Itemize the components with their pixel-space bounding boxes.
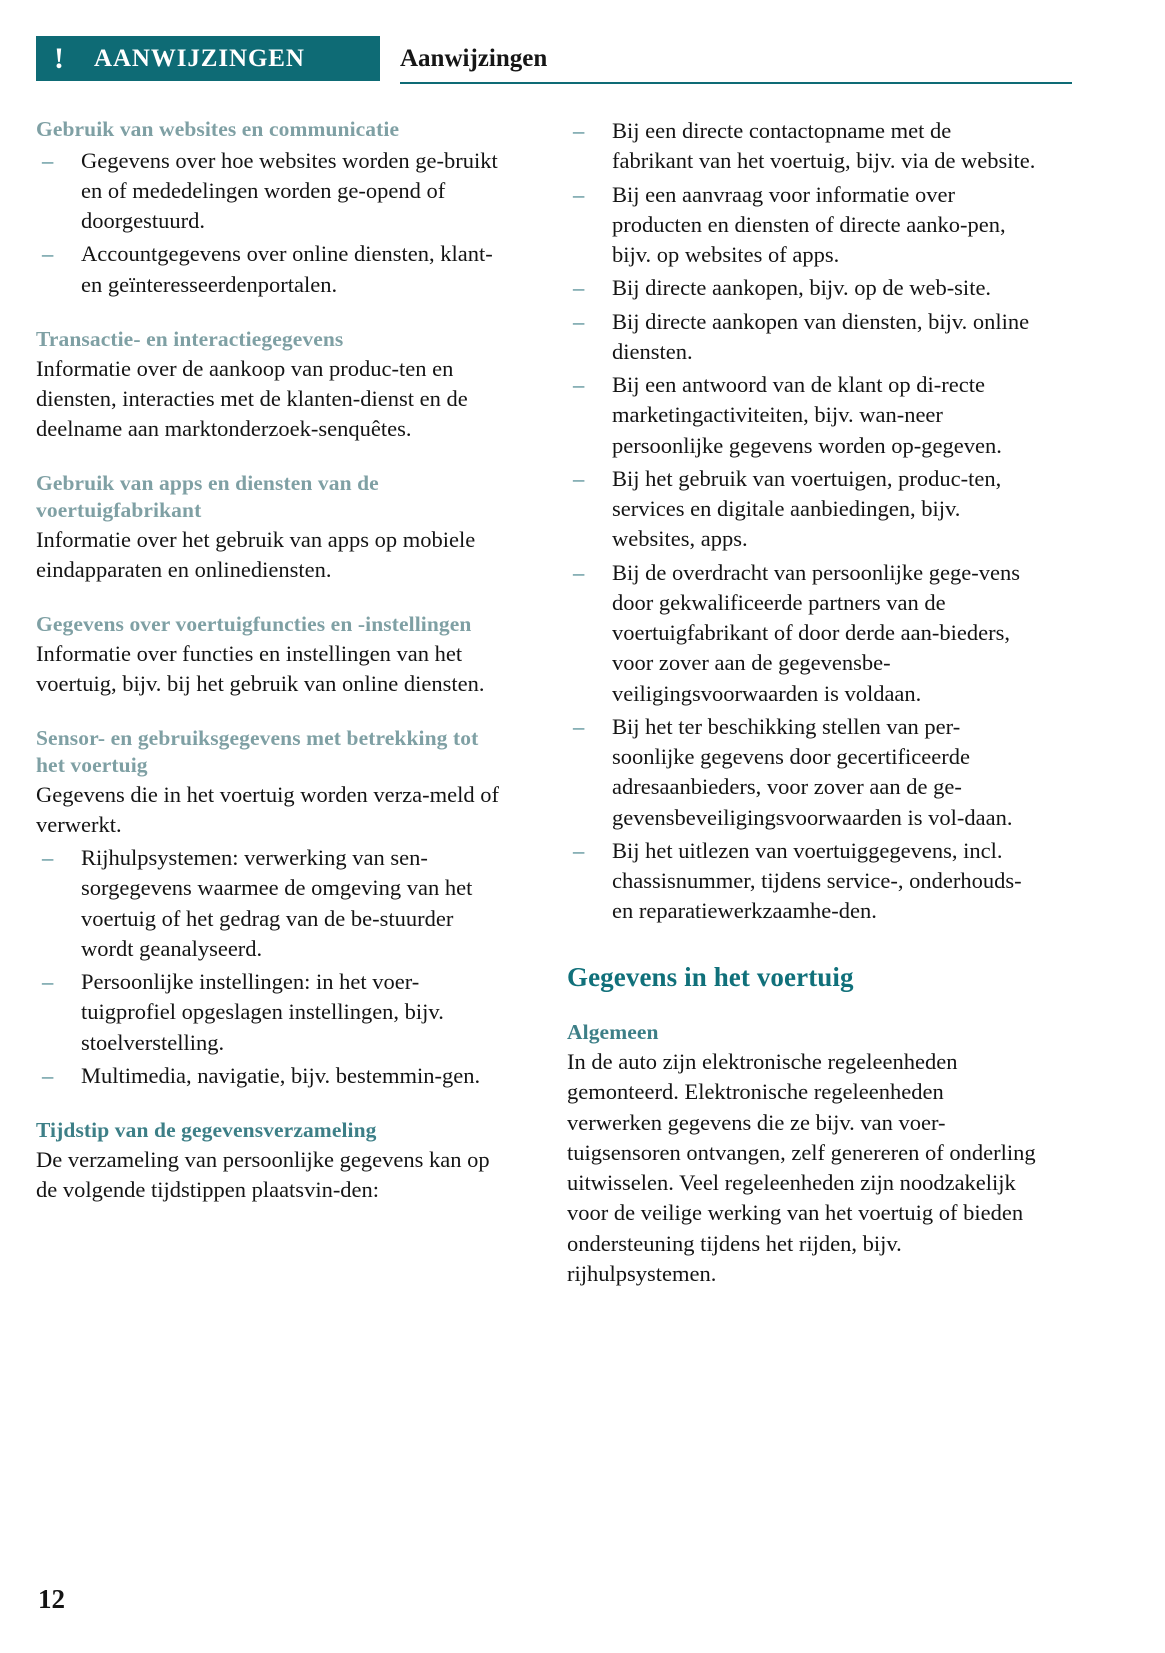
- dash-bullet-icon: –: [573, 465, 585, 491]
- heading-transactie-interactiegegevens: Transactie- en interactiegegevens: [36, 326, 344, 351]
- list-item: [36, 146, 505, 237]
- paragraph-gebruik-apps-diensten: Informatie over het gebruik van apps op mobiele eindapparaten en onlinediensten.: [36, 526, 476, 582]
- page-number: 12: [38, 1584, 65, 1614]
- dash-bullet-icon: –: [42, 147, 54, 173]
- list-item: [567, 464, 1036, 555]
- heading-gebruik-apps-diensten: Gebruik van apps en diensten van de voertuigfabrikant: [36, 471, 379, 522]
- two-column-body: [36, 116, 1036, 1289]
- list-item: [567, 116, 1036, 177]
- right-column: [567, 116, 1036, 1289]
- list-item-text: Bij een directe contactopname met de fabrikant van het voertuig, bijv. via de website.: [612, 118, 1036, 174]
- list-item-text: Gegevens over hoe websites worden ge-bruikt en of mededelingen worden ge-opend of doorgestuurd.: [81, 147, 498, 234]
- heading-tijdstip-gegevensverzameling: Tijdstip van de gegevensverzameling: [36, 1118, 377, 1143]
- dash-bullet-icon: –: [42, 845, 54, 871]
- heading-gegevens-in-het-voertuig: Gegevens in het voertuig: [567, 961, 854, 992]
- page-header: [36, 36, 1036, 84]
- list-item: [567, 712, 1036, 833]
- list-item-text: Accountgegevens over online diensten, klant- en geïnteresseerdenportalen.: [81, 241, 493, 297]
- header-badge-label: AANWIJZINGEN: [94, 44, 305, 72]
- dash-bullet-icon: –: [573, 559, 585, 585]
- list-item: [36, 239, 505, 300]
- list-item-text: Rijhulpsystemen: verwerking van sen-sorgegevens waarmee de omgeving van het voertuig of het gedrag van de be-stuurder wordt geanalyseerd.: [81, 845, 473, 961]
- header-category-badge: [36, 36, 380, 81]
- dash-bullet-icon: –: [573, 837, 585, 863]
- left-column: [36, 116, 505, 1289]
- list-item-text: Multimedia, navigatie, bijv. bestemmin-gen.: [81, 1062, 481, 1088]
- list-gebruik-websites: [36, 146, 505, 300]
- list-item: [567, 273, 1036, 303]
- paragraph-algemeen: In de auto zijn elektronische regeleenheden gemonteerd. Elektronische regeleenheden verwerken gegevens die ze bijv. van voer-tuigsensoren ontvangen, zelf genereren of onderling uitwisselen. Veel regeleenheden zijn noodzakelijk voor de veilige werking van het voertuig of bieden ondersteuning tijdens het rijden, bijv. rijhulpsystemen.: [567, 1049, 1036, 1286]
- paragraph-gegevens-voertuigfuncties: Informatie over functies en instellingen van het voertuig, bijv. bij het gebruik van online diensten.: [36, 640, 485, 697]
- list-item: [36, 967, 505, 1058]
- dash-bullet-icon: –: [573, 275, 585, 301]
- list-item: [567, 836, 1036, 927]
- list-item-text: Persoonlijke instellingen: in het voer-tuigprofiel opgeslagen instellingen, bijv. stoelverstelling.: [81, 969, 444, 1055]
- heading-sensor-gebruiksgegevens: Sensor- en gebruiksgegevens met betrekking tot het voertuig: [36, 726, 479, 777]
- list-item-text: Bij het ter beschikking stellen van per-soonlijke gegevens door gecertificeerde adresaanbieders, voor zover aan de ge-gevensbeveiligingsvoorwaarden is vol-daan.: [612, 713, 1013, 830]
- dash-bullet-icon: –: [42, 1062, 54, 1088]
- paragraph-transactie-interactiegegevens: Informatie over de aankoop van produc-ten en diensten, interacties met de klanten-dienst en de deelname aan marktonderzoek-senquêtes.: [36, 355, 468, 442]
- page-title: Aanwijzingen: [400, 44, 548, 72]
- heading-algemeen: Algemeen: [567, 1020, 659, 1045]
- dash-bullet-icon: –: [42, 969, 54, 995]
- list-item: [36, 843, 505, 964]
- dash-bullet-icon: –: [573, 118, 585, 143]
- list-tijdstippen: [567, 116, 1036, 927]
- dash-bullet-icon: –: [573, 308, 585, 334]
- paragraph-sensor-gebruiksgegevens: Gegevens die in het voertuig worden verza-meld of verwerkt.: [36, 781, 499, 837]
- list-item: [36, 1061, 505, 1091]
- list-item-text: Bij een antwoord van de klant op di-recte marketingactiviteiten, bijv. wan-neer persoonlijke gegevens worden op-gegeven.: [612, 372, 1002, 458]
- list-item-text: Bij het gebruik van voertuigen, produc-ten, services en digitale aanbiedingen, bijv. websites, apps.: [612, 465, 1002, 552]
- list-item: [567, 180, 1036, 271]
- dash-bullet-icon: –: [573, 181, 585, 207]
- list-item: [567, 370, 1036, 461]
- paragraph-tijdstip-gegevensverzameling: De verzameling van persoonlijke gegevens kan op de volgende tijdstippen plaatsvin-den:: [36, 1146, 490, 1202]
- dash-bullet-icon: –: [42, 241, 54, 267]
- list-item: [567, 558, 1036, 709]
- dash-bullet-icon: –: [573, 713, 585, 739]
- list-item-text: Bij directe aankopen van diensten, bijv. online diensten.: [612, 308, 1030, 364]
- heading-gegevens-voertuigfuncties: Gegevens over voertuigfuncties en -instellingen: [36, 612, 472, 637]
- heading-gebruik-websites-communicatie: Gebruik van websites en communicatie: [36, 117, 400, 141]
- list-item-text: Bij de overdracht van persoonlijke gege-vens door gekwalificeerde partners van de voertuigfabrikant of door derde aan-bieders, voor zover aan de gegevensbe-veiligingsvoorwaarden is voldaan.: [612, 559, 1020, 706]
- exclamation-mark-icon: !: [54, 41, 64, 75]
- header-divider: [400, 82, 1072, 84]
- list-sensor-gebruiksgegevens: [36, 843, 505, 1091]
- list-item-text: Bij een aanvraag voor informatie over producten en diensten of directe aanko-pen, bijv. op websites of apps.: [612, 181, 1006, 267]
- list-item-text: Bij directe aankopen, bijv. op de web-site.: [612, 275, 992, 301]
- dash-bullet-icon: –: [573, 372, 585, 397]
- list-item: [567, 307, 1036, 368]
- list-item-text: Bij het uitlezen van voertuiggegevens, incl. chassisnummer, tijdens service-, onderhouds- en reparatiewerkzaamhe-den.: [612, 837, 1022, 924]
